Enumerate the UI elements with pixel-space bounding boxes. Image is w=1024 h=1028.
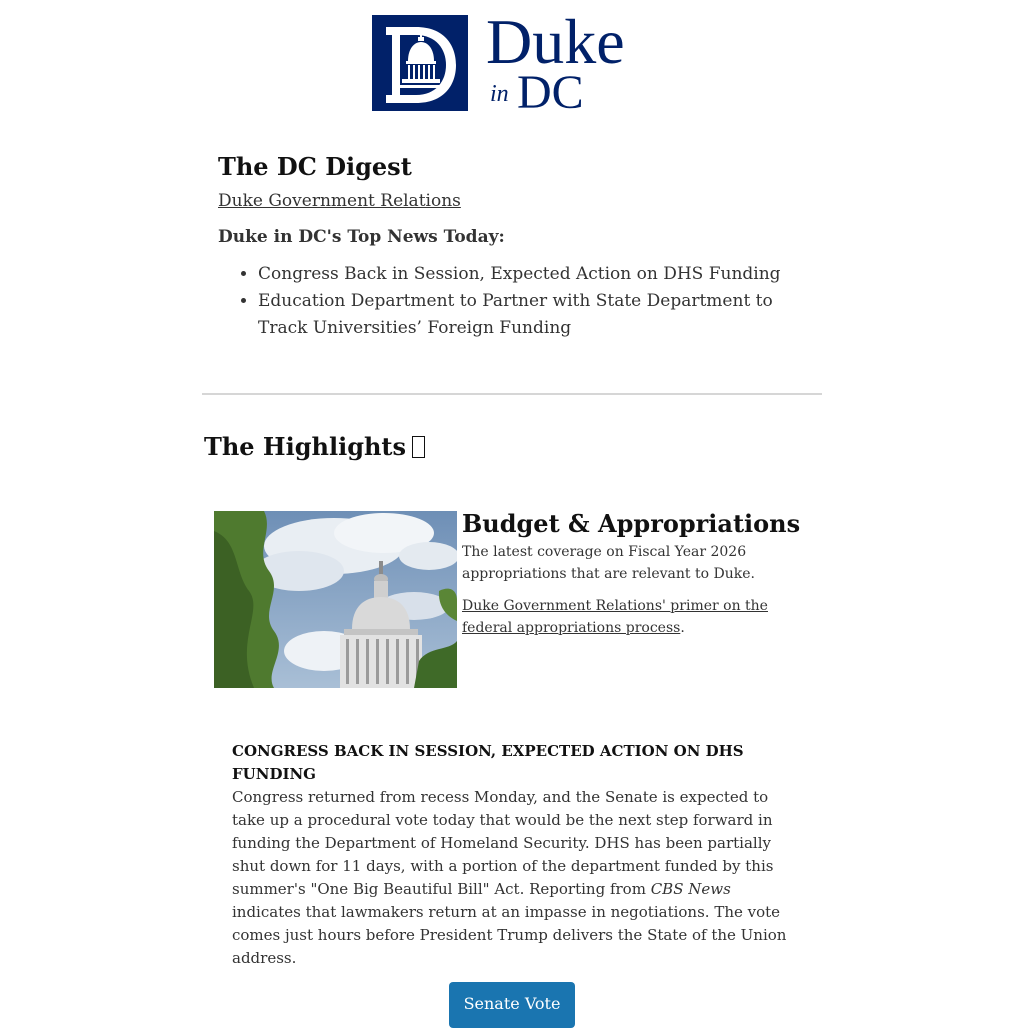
top-news-list [218,261,818,342]
appropriations-primer-link[interactable]: Duke Government Relations' primer on the federal appropriations process [462,598,768,636]
digest-section [218,150,818,342]
budget-link-paragraph [462,595,812,639]
top-news-heading: Duke in DC's Top News Today: [218,227,505,247]
highlights-title-text: The Highlights [204,432,407,461]
digest-title: The DC Digest [218,152,412,181]
logo-wordmark [486,6,654,119]
top-news-item: • Education Department to Partner with State Department to Track Universities’ Foreign Funding [258,288,818,342]
article-section [232,740,792,970]
article-body-part2: indicates that lawmakers return at an impasse in negotiations. The vote comes just hours before President Trump delivers the State of the Union address. [232,903,787,967]
article-source: CBS News [650,880,731,898]
section-divider [202,393,822,395]
senate-vote-button[interactable]: Senate Vote [449,982,575,1028]
article-headline: CONGRESS BACK IN SESSION, EXPECTED ACTION ON DHS FUNDING [232,742,744,783]
org-link[interactable]: Duke Government Relations [218,191,461,211]
capitol-dome-photo [214,511,457,688]
capitol-logo-icon [372,15,468,111]
duke-in-dc-logo[interactable] [372,6,654,119]
missing-glyph-icon [412,436,425,458]
logo-in-text: in [490,81,509,107]
budget-description: The latest coverage on Fiscal Year 2026 appropriations that are relevant to Duke. [462,544,755,582]
highlights-title [204,430,425,464]
logo-dc-text: DC [517,66,584,119]
budget-title: Budget & Appropriations [462,509,801,538]
article-body [232,786,792,970]
budget-section [462,507,812,639]
logo-duke-text: Duke [486,6,625,77]
top-news-item: • Congress Back in Session, Expected Action on DHS Funding [258,261,818,288]
article-body-part1: Congress returned from recess Monday, and the Senate is expected to take up a procedural vote today that would be the next step forward in funding the Department of Homeland Security. DHS has been partially shut down for 11 days, with a portion of the department funded by this summer's "One Big Beautiful Bill" Act. Reporting from [232,788,774,898]
link-suffix: . [680,620,685,636]
